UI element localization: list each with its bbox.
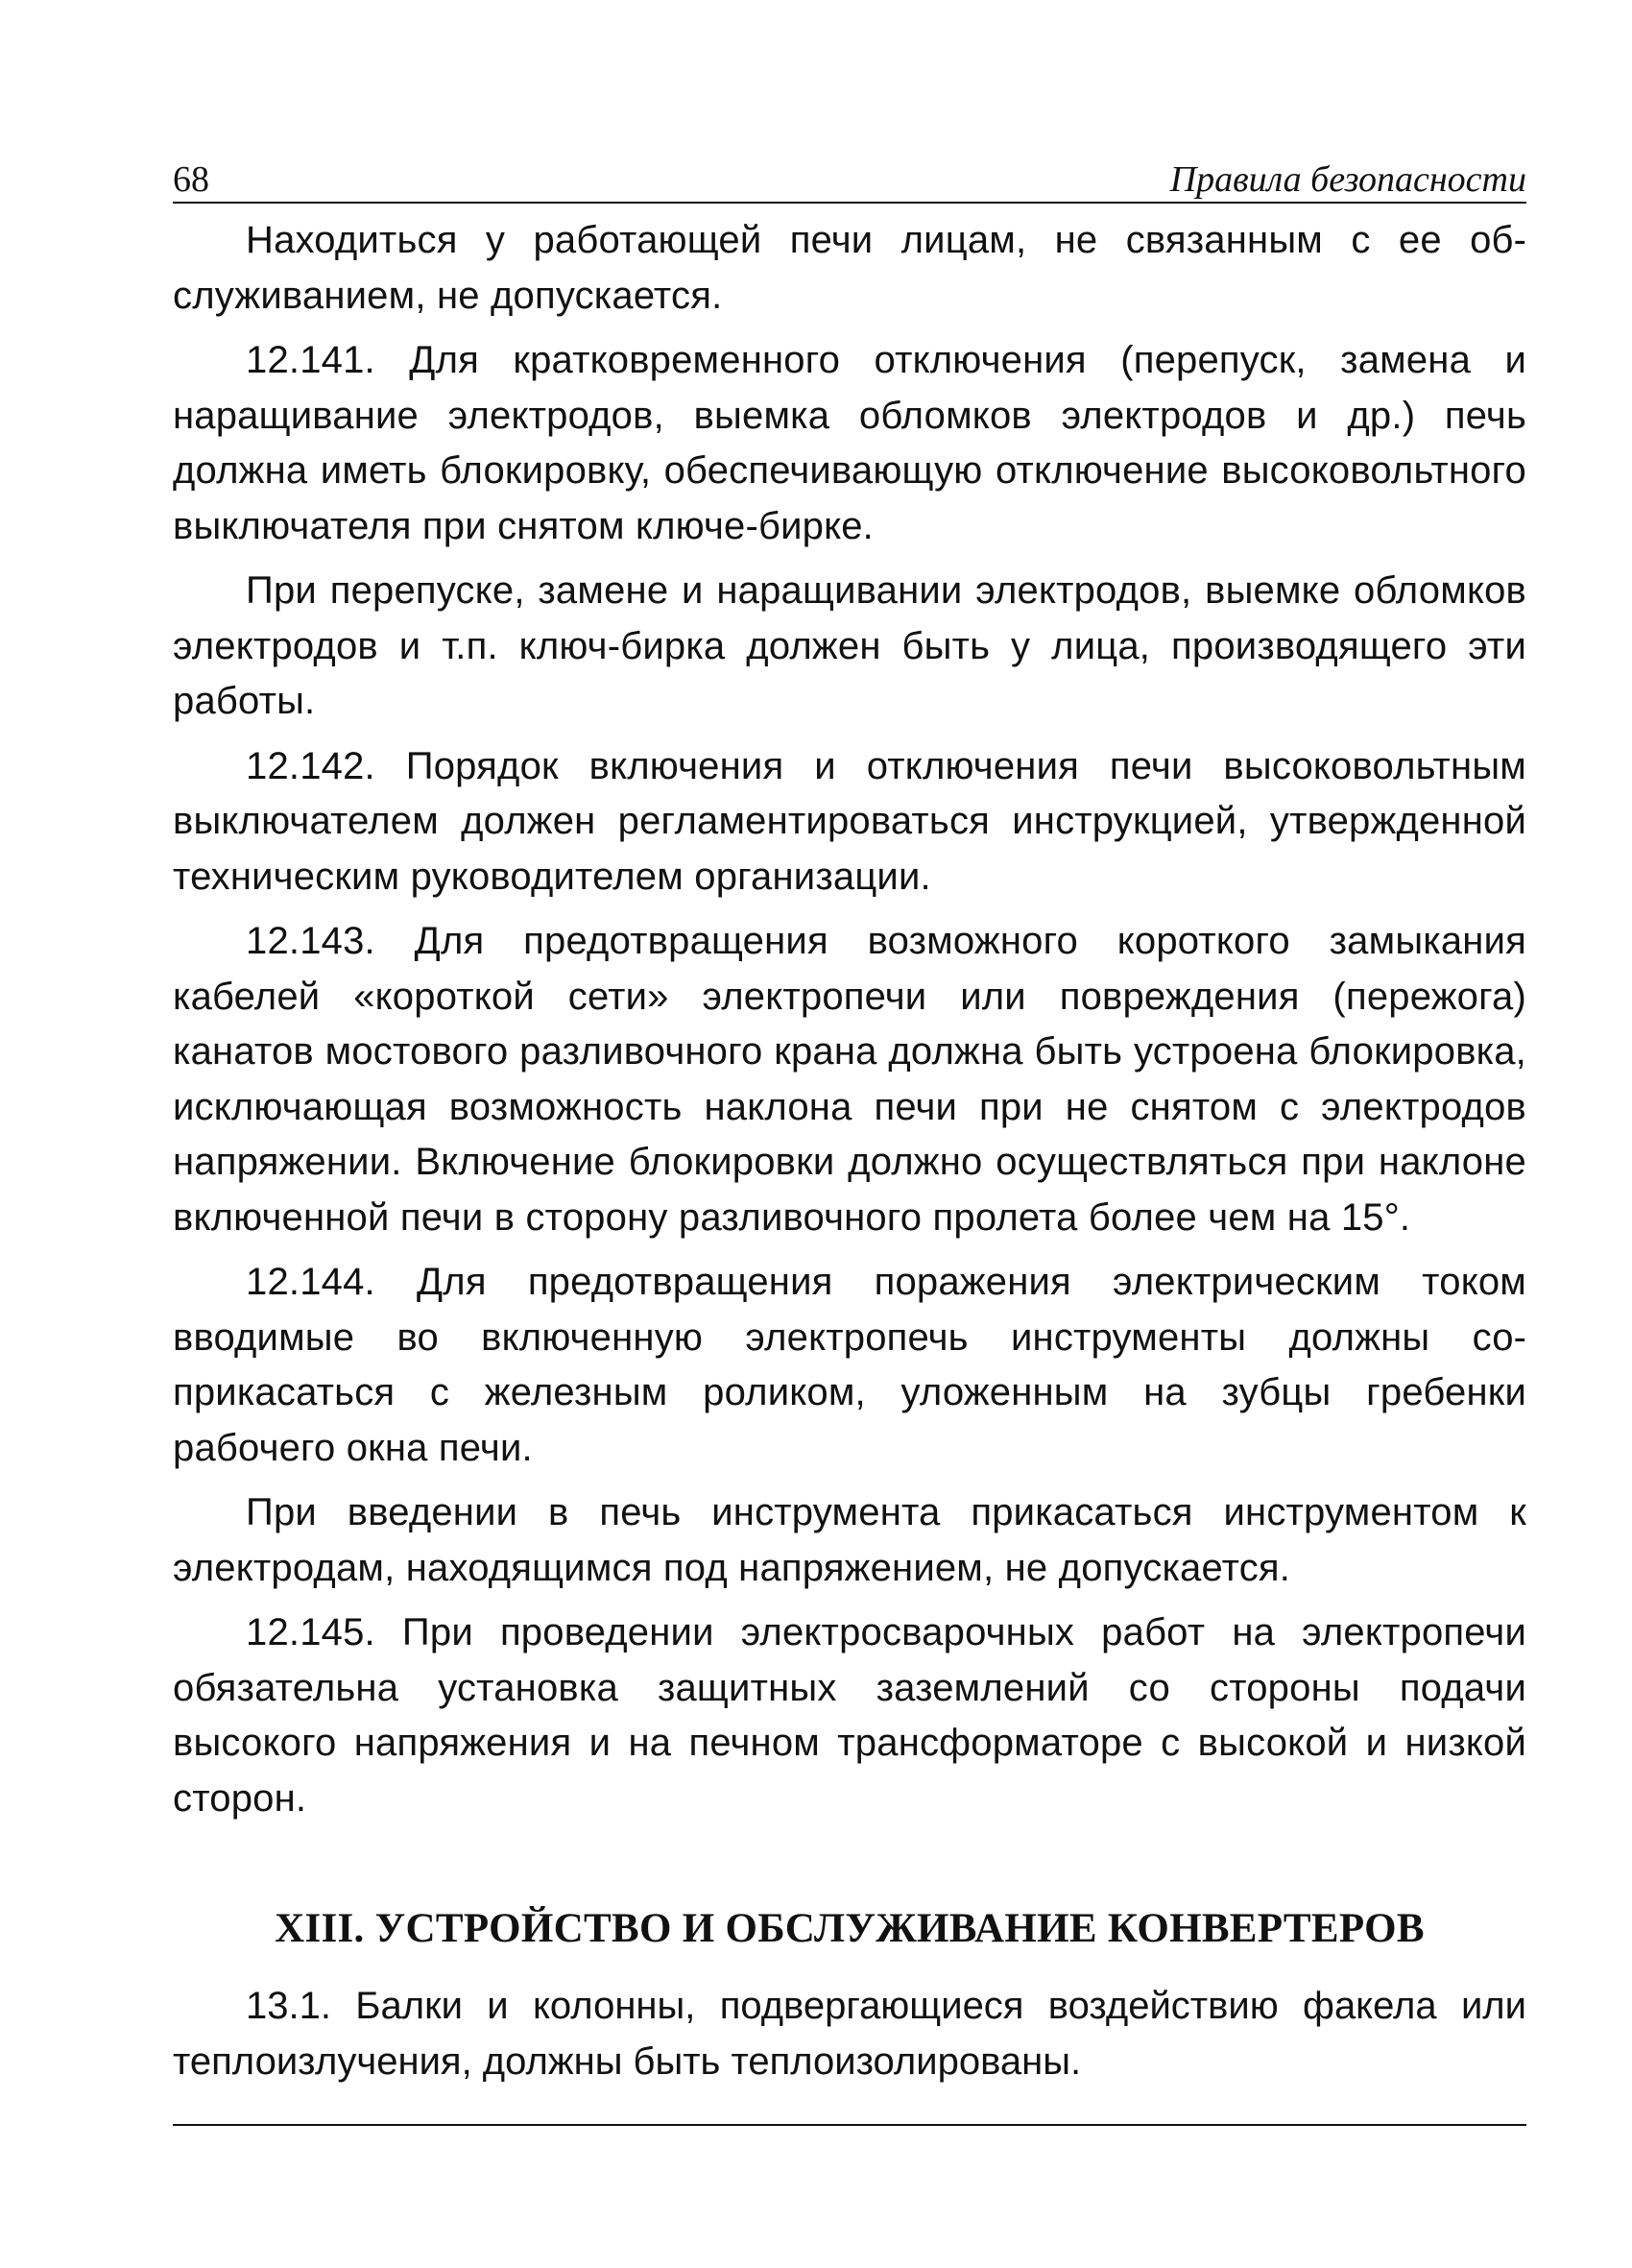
page-number: 68 (173, 159, 209, 200)
paragraph: При введении в печь инструмента прикасаться инструментом к электродам, находящимся под напряжением, не допускается. (173, 1491, 1526, 1589)
page-header (173, 144, 1526, 204)
paragraph: 12.145. При проведении электросварочных работ на электропечи обязательна установка защитных заземлений со стороны подачи высокого напряжения и на печном трансформаторе с высокой и низкой сторон. (173, 1611, 1526, 1820)
section-text (173, 1979, 1526, 2089)
footer-rule (173, 2124, 1526, 2126)
paragraph: 13.1. Балки и колонны, подвергающиеся воздействию факела или теплоизлучения, должны быть теплоизолированы. (173, 1985, 1526, 2083)
paragraph: 12.142. Порядок включения и отключения печи высоковольтным выключателем должен регламентироваться инструкцией, утвержденной техническим руководителем организации. (173, 744, 1526, 898)
section-title: XIII. УСТРОЙСТВО И ОБСЛУЖИВАНИЕ КОНВЕРТЕРОВ (275, 1905, 1425, 1951)
main-text (173, 213, 1526, 1836)
running-title: Правила безопасности (1169, 159, 1526, 200)
paragraph: 12.143. Для предотвращения возможного короткого замыкания кабелей «короткой сети» электропечи или повреждения (пережога) канатов мостового разливочного крана должна быть устроена блокировка, исключающая возможность наклона печи при не снятом с электродов напряжении. Включение блокировки должно осуществляться при наклоне включенной печи в сторону разливочного пролета более чем на 15°. (173, 920, 1526, 1239)
paragraph: 12.144. Для предотвращения поражения электрическим током вводимые во включенную электропечь инструменты должны соприкасаться с железным роликом, уложенным на зубцы гребенки рабочего окна печи. (173, 1261, 1526, 1469)
paragraph: 12.141. Для кратковременного отключения (перепуск, замена и наращивание электродов, выемка обломков электродов и др.) печь должна иметь блокировку, обеспечивающую отключение высоковольтного выключателя при снятом ключе-бирке. (173, 339, 1526, 547)
paragraph: Находиться у работающей печи лицам, не связанным с ее обслуживанием, не допускается. (173, 219, 1526, 317)
paragraph: При перепуске, замене и наращивании электродов, выемке обломков электродов и т.п. ключ-бирка должен быть у лица, производящего эти работы. (173, 569, 1526, 722)
